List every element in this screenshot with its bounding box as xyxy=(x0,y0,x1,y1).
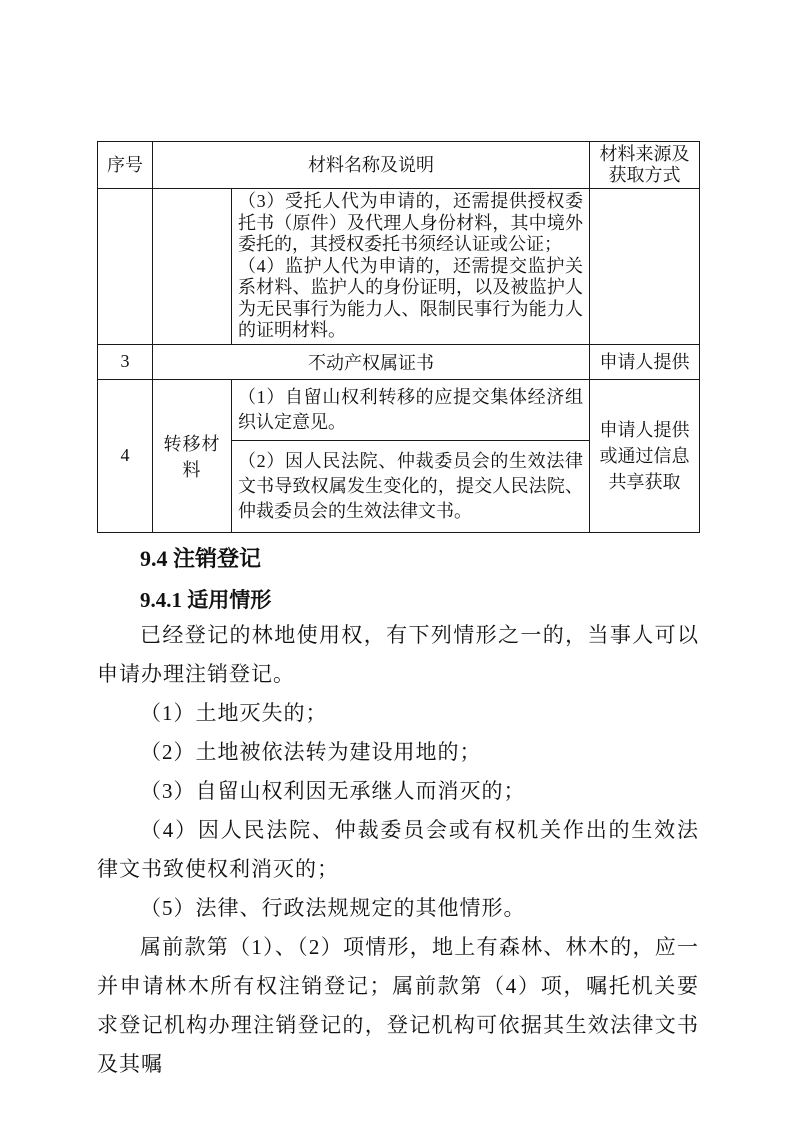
seq-cell-empty xyxy=(98,189,153,345)
description-cell xyxy=(232,189,590,345)
source-cell: 申请人提供或通过信息共享获取 xyxy=(590,379,700,532)
list-item-5: （5）法律、行政法规规定的其他情形。 xyxy=(140,895,526,920)
header-seq: 序号 xyxy=(98,142,153,189)
table-header-row xyxy=(98,142,700,189)
description-item-3: （3）受托人代为申请的，还需提供授权委托书（原件）及代理人身份材料，其中境外委托的，其授权委托书须经认证或公证； xyxy=(238,191,583,254)
list-item-4: （4）因人民法院、仲裁委员会或有权机关作出的生效法律文书致使权利消灭的； xyxy=(97,817,699,881)
seq-cell: 3 xyxy=(98,344,153,379)
materials-table xyxy=(97,141,700,533)
list-item-3: （3）自留山权利因无承继人而消灭的； xyxy=(140,778,526,803)
category-cell-empty xyxy=(153,189,232,345)
table-row-4a xyxy=(98,379,700,440)
description-item-1: （1）自留山权利转移的应提交集体经济组织认定意见。 xyxy=(232,379,590,440)
closing-paragraph: 属前款第（1）、（2）项情形，地上有森林、林木的，应一并申请林木所有权注销登记；属前款第（4）项，嘱托机关要求登记机构办理注销登记的，登记机构可依据其生效法律文书及其嘱 xyxy=(97,934,699,1076)
description-item-2: （2）因人民法院、仲裁委员会的生效法律文书导致权属发生变化的，提交人民法院、仲裁委员会的生效法律文书。 xyxy=(232,440,590,532)
seq-cell: 4 xyxy=(98,379,153,532)
list-item-1: （1）土地灭失的； xyxy=(140,700,328,725)
header-name-desc: 材料名称及说明 xyxy=(153,142,590,189)
header-source: 材料来源及获取方式 xyxy=(590,142,700,189)
section-heading-9-4: 9.4 注销登记 xyxy=(140,545,262,571)
table-row-3 xyxy=(98,344,700,379)
description-item-4: （4）监护人代为申请的，还需提交监护关系材料、监护人的身份证明，以及被监护人为无民事行为能力人、限制民事行为能力人的证明材料。 xyxy=(238,255,583,340)
material-name-cell: 不动产权属证书 xyxy=(153,344,590,379)
source-cell-empty xyxy=(590,189,700,345)
list-item-2: （2）土地被依法转为建设用地的； xyxy=(140,739,482,764)
intro-paragraph: 已经登记的林地使用权，有下列情形之一的，当事人可以申请办理注销登记。 xyxy=(97,622,699,686)
source-cell: 申请人提供 xyxy=(590,344,700,379)
category-cell: 转移材料 xyxy=(153,379,232,532)
table-row-continuation xyxy=(98,189,700,345)
section-heading-9-4-1: 9.4.1 适用情形 xyxy=(140,587,272,612)
document-content xyxy=(97,141,699,1084)
